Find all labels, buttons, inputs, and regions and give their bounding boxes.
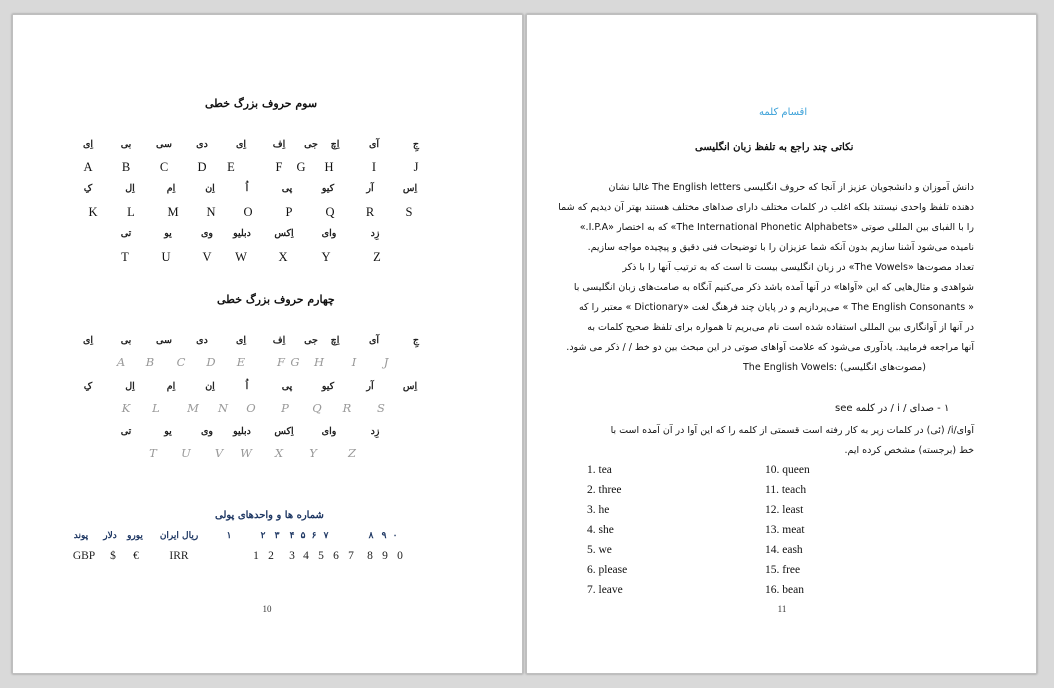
latin-letter: K xyxy=(88,205,98,219)
currency-label: ریال ایران xyxy=(159,531,199,541)
persian-letter: تی xyxy=(120,426,132,437)
list-item: 1. tea xyxy=(587,464,612,476)
persian-letter: پی xyxy=(281,183,293,194)
latin-letter: I xyxy=(371,160,377,174)
list-item: 15. free xyxy=(765,564,801,576)
persian-letter: جی xyxy=(304,139,318,150)
script-letter: Y xyxy=(309,446,317,460)
persian-letter: آی xyxy=(368,139,380,150)
digit-label: ۱ xyxy=(226,531,232,541)
digit-label: ۸ xyxy=(368,531,374,541)
script-letter: O xyxy=(246,401,256,415)
persian-letter: بی xyxy=(120,335,132,346)
persian-letter: زِد xyxy=(370,426,380,437)
persian-letter: وای xyxy=(321,228,337,239)
persian-letter: اِن xyxy=(205,183,215,194)
latin-letter: B xyxy=(121,160,131,174)
paragraph-line: را با الفبای بین المللی صوتی «The International Phonetic Alphabets» که به اختصار «I.P.A.» xyxy=(579,222,974,233)
latin-letter: Y xyxy=(321,250,331,264)
page-right xyxy=(526,14,1037,674)
script-letter: X xyxy=(274,446,284,460)
persian-letter: اِن xyxy=(205,381,215,392)
latin-letter: E xyxy=(227,160,235,174)
persian-letter: اِی xyxy=(82,139,94,150)
digit-label: ۵ xyxy=(300,531,306,541)
persian-letter: وی xyxy=(200,228,214,239)
latin-letter: R xyxy=(365,205,375,219)
latin-letter: D xyxy=(197,160,207,174)
subtitle: نکاتی چند راجع به تلفظ زبان انگلیسی xyxy=(695,142,854,153)
digit: 5 xyxy=(318,550,324,562)
persian-letter: اِکس xyxy=(274,426,294,437)
currency-label: پوند xyxy=(73,531,89,541)
persian-letter: وای xyxy=(321,426,337,437)
persian-letter: اِم xyxy=(166,381,176,392)
list-item: 2. three xyxy=(587,484,622,496)
digit: 1 xyxy=(253,550,259,562)
list-item: 3. he xyxy=(587,504,610,516)
script-letter: F xyxy=(277,355,285,369)
paragraph-line: در آنها از آوانگاری بین المللی استفاده شده است نام می‌بریم تا همواره برای تلفظ صحیح کلمات به xyxy=(587,322,974,333)
section-title: اقسام کلمه xyxy=(759,107,808,118)
persian-letter: اِل xyxy=(125,183,135,194)
script-letter: M xyxy=(187,401,199,415)
paragraph-line: آنها مراجعه فرمایید. یادآوری می‌شود که علامت آواهای صوتی در این مبحث بین دو خط / / ذکر می شود. xyxy=(566,342,974,353)
script-letter: U xyxy=(181,446,191,460)
page-left xyxy=(12,14,523,674)
latin-letter: A xyxy=(83,160,93,174)
script-letter: C xyxy=(176,355,186,369)
currency-code: GBP xyxy=(72,550,96,562)
paragraph-line: خط (برجسته) مشخص کرده ایم. xyxy=(844,445,974,456)
persian-letter: جی xyxy=(304,335,318,346)
persian-letter: تی xyxy=(120,228,132,239)
paragraph-line: « The English Consonants » می‌پردازیم و در پایان چند فرهنگ لغت «Dictionary » معتبر را که xyxy=(578,302,974,313)
currency-label: دلار xyxy=(103,531,117,541)
persian-letter: اِف xyxy=(272,139,286,150)
paragraph-line: شواهدی و مثال‌هایی که این «آواها» در آنها آمده باشد ذکر می‌کنیم آنگاه به صامت‌های زبان انگلیسی با xyxy=(573,282,974,293)
latin-letter: J xyxy=(413,160,419,174)
heading-fourth-capitals: چهارم حروف بزرگ خطی xyxy=(217,293,335,306)
list-item: 10. queen xyxy=(765,464,810,476)
digit: 0 xyxy=(397,550,403,562)
latin-letter: U xyxy=(161,250,171,264)
paragraph-line: تعداد مصوت‌ها «The Vowels» در زبان انگلیسی بیست تا است که به ترتیب آنها را با ذکر xyxy=(622,262,974,273)
paragraph-line: دانش آموزان و دانشجویان عزیز از آنجا که حروف انگلیسی The English letters غالبا نشان xyxy=(608,182,974,193)
persian-letter: سی xyxy=(156,335,172,346)
persian-letter: آی xyxy=(368,335,380,346)
latin-letter: G xyxy=(296,160,306,174)
persian-letter: اِچ xyxy=(330,139,340,150)
script-letter: P xyxy=(281,401,289,415)
persian-letter: اِی xyxy=(235,139,247,150)
latin-letter: N xyxy=(206,205,216,219)
script-letter: H xyxy=(313,355,325,369)
script-letter: D xyxy=(206,355,216,369)
persian-letter: اِی xyxy=(82,335,94,346)
digit: 7 xyxy=(348,550,354,562)
script-letter: E xyxy=(236,355,246,369)
paragraph-line: نامیده می‌شود آشنا سازیم بدون آنکه شما عزیزان را با توضیحات فنی دقیق و پیچیده مواجه سازیم. xyxy=(587,242,974,253)
digit-label: ۴ xyxy=(289,531,295,541)
persian-letter: اِم xyxy=(166,183,176,194)
persian-letter: جِ xyxy=(412,139,420,150)
script-letter: Z xyxy=(348,446,356,460)
currency-code: IRR xyxy=(169,550,189,562)
currency-label: یورو xyxy=(127,531,143,541)
persian-letter: اِی xyxy=(235,335,247,346)
list-item: 14. eash xyxy=(765,544,803,556)
persian-letter: اُ xyxy=(245,183,249,194)
latin-letter: X xyxy=(278,250,288,264)
vowel-heading: ۱ - صدای / i / در کلمه see xyxy=(835,403,950,414)
script-letter: R xyxy=(342,401,352,415)
digit-label: ۷ xyxy=(323,531,329,541)
latin-letter: P xyxy=(285,205,293,219)
persian-letter: اِچ xyxy=(330,335,340,346)
latin-letter: W xyxy=(235,250,247,264)
digit: 4 xyxy=(303,550,309,562)
digit-label: ۶ xyxy=(311,531,317,541)
persian-letter: دی xyxy=(196,335,208,346)
persian-letter: دبلیو xyxy=(233,228,251,239)
script-letter: J xyxy=(383,355,389,369)
list-item: 4. she xyxy=(587,524,614,536)
persian-letter: کیو xyxy=(321,381,335,392)
persian-letter: کیو xyxy=(321,183,335,194)
latin-letter: C xyxy=(159,160,169,174)
paragraph-line: آوای/i/ (ئی) در کلمات زیر به کار رفته است قسمتی از کلمه را که این آوا در آن آمده است با xyxy=(610,425,974,436)
list-item: 16. bean xyxy=(765,584,804,596)
heading-third-capitals: سوم حروف بزرگ خطی xyxy=(205,97,318,110)
digit-label: ۰ xyxy=(392,531,398,541)
latin-letter: Q xyxy=(325,205,335,219)
latin-letter: H xyxy=(324,160,334,174)
page-number: 10 xyxy=(262,604,272,614)
persian-letter: زِد xyxy=(370,228,380,239)
persian-letter: بی xyxy=(120,139,132,150)
vowel-description xyxy=(583,421,974,461)
list-item: 12. least xyxy=(765,504,804,516)
persian-letter: اُ xyxy=(245,381,249,392)
latin-letter: M xyxy=(167,205,179,219)
latin-letter: S xyxy=(405,205,413,219)
persian-letter: کِ xyxy=(83,183,93,194)
script-letter: Q xyxy=(312,401,322,415)
script-letter: I xyxy=(351,355,357,369)
latin-letter: O xyxy=(243,205,253,219)
script-letter: G xyxy=(290,355,300,369)
persian-letter: یو xyxy=(164,426,172,437)
script-letter: K xyxy=(121,401,131,415)
digit-label: ۹ xyxy=(381,531,387,541)
digit-label: ۳ xyxy=(274,531,280,541)
paragraph-line: The English Vowels: (مصوت‌های انگلیسی) xyxy=(743,362,926,373)
persian-letter: سی xyxy=(156,139,172,150)
currency-code: € xyxy=(133,550,139,562)
paragraph-line: دهنده تلفظ واحدی نیستند بلکه اغلب در کلمات مختلف دارای صداهای مختلف هستند بهتر آن دیدیم که شما xyxy=(558,202,974,213)
list-item: 6. please xyxy=(587,564,628,576)
page-number: 11 xyxy=(777,604,787,614)
list-item: 7. leave xyxy=(587,584,623,596)
list-item: 11. teach xyxy=(765,484,807,496)
persian-letter: اِکس xyxy=(274,228,294,239)
persian-letter: دی xyxy=(196,139,208,150)
persian-letter: آر xyxy=(366,183,374,194)
digit: 3 xyxy=(289,550,295,562)
persian-letter: دبلیو xyxy=(233,426,251,437)
latin-letter: V xyxy=(202,250,212,264)
latin-letter: L xyxy=(127,205,135,219)
currency-code: $ xyxy=(110,550,116,562)
script-letter: W xyxy=(240,446,252,460)
latin-letter: T xyxy=(121,250,129,264)
persian-letter: اِس xyxy=(402,381,418,392)
script-letter: S xyxy=(377,401,385,415)
script-letter: N xyxy=(217,401,229,415)
persian-letter: یو xyxy=(164,228,172,239)
digit: 2 xyxy=(268,550,274,562)
digit: 8 xyxy=(367,550,373,562)
list-item: 13. meat xyxy=(765,524,805,536)
persian-letter: پی xyxy=(281,381,293,392)
digit: 6 xyxy=(333,550,339,562)
script-letter: T xyxy=(149,446,157,460)
persian-letter: اِف xyxy=(272,335,286,346)
script-letter: L xyxy=(152,401,160,415)
digit: 9 xyxy=(382,550,388,562)
list-item: 5. we xyxy=(587,544,612,556)
script-letter: A xyxy=(116,355,126,369)
persian-letter: اِل xyxy=(125,381,135,392)
persian-letter: کِ xyxy=(83,381,93,392)
script-letter: V xyxy=(214,446,224,460)
script-letter: B xyxy=(145,355,155,369)
money-heading: شماره ها و واحدهای پولی xyxy=(215,510,324,521)
persian-letter: آر xyxy=(366,381,374,392)
latin-letter: F xyxy=(275,160,283,174)
digit-label: ۲ xyxy=(260,531,266,541)
latin-letter: Z xyxy=(373,250,381,264)
persian-letter: وی xyxy=(200,426,214,437)
persian-letter: اِس xyxy=(402,183,418,194)
persian-letter: جِ xyxy=(412,335,420,346)
intro-paragraph xyxy=(558,178,974,378)
